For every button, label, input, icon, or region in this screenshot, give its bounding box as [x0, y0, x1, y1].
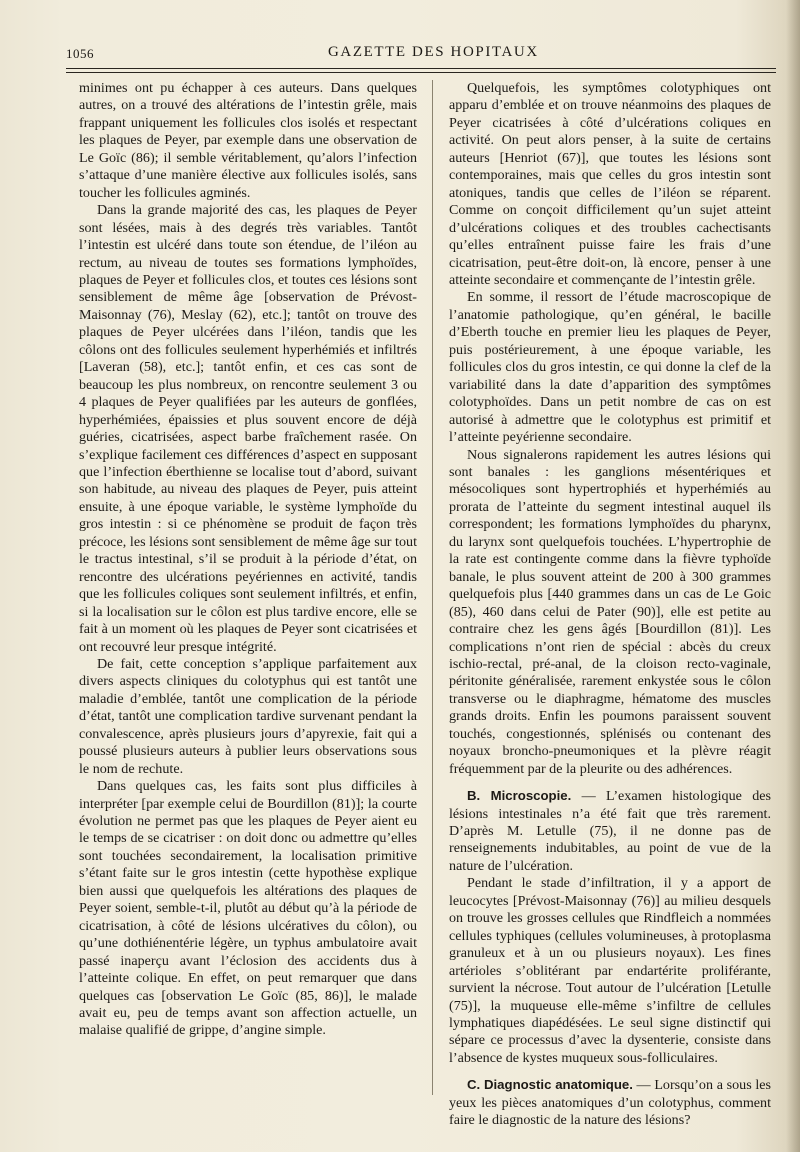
left-paragraph-1: minimes ont pu échapper à ces auteurs. Dans quelques autres, on a trouvé des altérations de l’intestin grêle, mais frappant uniquement les follicules clos isolés et respectant les plaques de Peyer, par exemple dans une observation de Le Goïc (86); il semble véritablement, qu’alors l’infection s’attaque d’une manière élective aux follicules isolés, sans toucher les follicules agminés. — [79, 80, 417, 201]
header-rule-thin — [66, 72, 776, 73]
header-rule-thick — [66, 68, 776, 69]
right-column — [449, 80, 771, 1130]
section-b-text: — L’examen histologique des lésions intestinales n’a été fait que très rarement. D’après M. Letulle (75), il ne donne pas de renseignements indubitables, au point de vue de la nature de l’ulcération. — [449, 788, 771, 874]
section-b-heading: B. Microscopie. — [467, 788, 572, 804]
section-c-heading: C. Diagnostic anatomique. — [467, 1077, 633, 1093]
left-column — [79, 80, 417, 1040]
column-divider — [432, 80, 433, 1095]
page-edge-shadow — [786, 0, 800, 1152]
page-header — [66, 44, 772, 66]
left-paragraph-4: Dans quelques cas, les faits sont plus difficiles à interpréter [par exemple celui de Bourdillon (81)]; la courte évolution ne permet pas que les plaques de Peyer aient eu le temps de se cicatriser : on doit donc ou admettre qu’elles sont touchées secondairement, la localisation primitive s’étant faite sur le gros intestin (cette hypothèse explique bien aussi que quelquefois les altérations des plaques de Peyer soient, semble-t-il, plutôt au début qu’à la période de cicatrisation, à côté de lésions ulcératives du côlon), ou qu’une dothiénentérie légère, un typhus ambulatoire avait passé inaperçu avant l’éclosion des accidents dus à l’atteinte colique. En effet, on peut remarquer que dans quelques cas [observation Le Goïc (85, 86)], le malade avait eu, peu de temps avant son affection actuelle, un malaise qualifié de grippe, d’angine simple. — [79, 778, 417, 1039]
left-paragraph-2: Dans la grande majorité des cas, les plaques de Peyer sont lésées, mais à des degrés très variables. Tantôt l’intestin est ulcéré dans toute son étendue, de l’iléon au rectum, au niveau de toutes ses formations lymphoïdes, plaques de Peyer et follicules clos, et toutes ces lésions sont sensiblement de même âge [observation de Prévost-Maisonnay (76), Meslay (62), etc.]; tantôt on trouve des plaques de Peyer ulcérées dans l’iléon, tandis que les côlons ont des follicules seulement hyperhémiés et infiltrés [Laveran (58), etc.]; tantôt enfin, et ces cas sont de beaucoup les plus nombreux, on rencontre seulement 3 ou 4 plaques de Peyer qualifiées par les auteurs de gonflées, hyperhémiées, épaissies et plus souvent encore de déjà guéries, cicatrisées, aspect barbe fraîchement rasée. On s’explique facilement ces différences d’aspect en supposant que l’infection éberthienne se localise tout d’abord, suivant son habitude, au niveau des plaques de Peyer, puis atteint ensuite, à une époque variable, le système lymphoïde du gros intestin : si ce phénomène se produit de façon très précoce, les lésions sont sensiblement de même âge sur tout le tractus intestinal, s’il se produit à la période d’état, on rencontre des ulcérations peyériennes en activité, tandis que les follicules coliques sont seulement infiltrés, et enfin, si la localisation sur le côlon est plus tardive encore, elle se fait à un moment où les plaques de Peyer sont cicatrisées et ont recouvré leur presque intégrité. — [79, 202, 417, 655]
section-b-paragraph-2: Pendant le stade d’infiltration, il y a apport de leucocytes [Prévost-Maisonnay (76)] au milieu desquels on trouve les grosses cellules que Rindfleich a nommées cellules typhiques (cellules volumineuses, à protoplasma granuleux et à un ou plusieurs noyaux). Les fines artérioles s’oblitérant par endartérite proliférante, survient la nécrose. Tout autour de l’ulcération [Letulle (75)], la muqueuse elle-même s’infiltre de cellules lymphatiques diapédésées. Le seul signe distinctif qui sépare ce processus d’avec la dysenterie, consiste dans l’absence de kystes muqueux sous-folliculaires. — [449, 875, 771, 1066]
section-b-paragraph — [449, 787, 771, 875]
left-paragraph-3: De fait, cette conception s’applique parfaitement aux divers aspects cliniques du colotyphus qui est tantôt une maladie d’emblée, tantôt une complication de la période d’état, tantôt une complication tardive survenant pendant la convalescence, après plusieurs jours d’apyrexie, fait qui a poussé plusieurs auteurs à publier leurs observations sous le nom de rechute. — [79, 655, 417, 777]
journal-title: GAZETTE DES HOPITAUX — [328, 44, 539, 60]
right-paragraph-3: Nous signalerons rapidement les autres lésions qui sont banales : les ganglions mésentériques et mésocoliques sont hypertrophiés et hyperhémiés au prorata de l’atteinte du segment intestinal auquel ils correspondent; les formations lymphoïdes du pharynx, du larynx sont quelquefois touchées. L’hypertrophie de la rate est contingente comme dans la fièvre typhoïde banale, le plus souvent atteint de 200 à 300 grammes quelquefois plus [440 grammes dans un cas de Le Goic (85), 460 dans celui de Pater (90)], elle est petite au contraire chez les gens âgés [Bourdillon (81)]. Les complications n’ont rien de spécial : abcès du creux ischio-rectal, pré-anal, de la cloison recto-vaginale, péritonite généralisée, rarement enkystée sous le côlon transverse ou le diaphragme, hématome des muscles grands droits. Enfin les poumons paraissent souvent touchés, congestionnés, splénisés ou contenant des noyaux broncho-pneumoniques et la plèvre réagit fréquemment par de la pleurite ou des adhérences. — [449, 446, 771, 777]
right-paragraph-2: En somme, il ressort de l’étude macroscopique de l’anatomie pathologique, qu’en général, le bacille d’Eberth touche en premier lieu les plaques de Peyer, puis postérieurement, à une époque variable, les follicules clos du gros intestin, ce qui donne la clef de la variabilité dans la date d’apparition des symptômes colotyphoïdes. Dans un petit nombre de cas on est autorisé à admettre que le colotyphus est primitif et l’atteinte peyérienne secondaire. — [449, 289, 771, 446]
right-paragraph-1: Quelquefois, les symptômes colotyphiques ont apparu d’emblée et on trouve néanmoins des plaques de Peyer cicatrisées à côté d’ulcérations coliques en activité. On peut alors penser, à la suite de certains auteurs [Henriot (67)], que toutes les lésions sont contemporaines, mais que celles du gros intestin sont atoniques, tandis que celles de l’iléon se réparent. Comme on conçoit difficilement qu’un sujet atteint d’ulcérations coliques et des troubles cachectisants qu’elles entraînent puisse faire les frais d’une cicatrisation, peut-être doit-on, là encore, penser à une atteinte secondaire et commençante de l’intestin grêle. — [449, 80, 771, 288]
page-number: 1056 — [66, 46, 94, 61]
section-c-text: — Lorsqu’on a sous les yeux les pièces anatomiques d’un colotyphus, comment faire le diagnostic de la nature des lésions? — [449, 1077, 771, 1129]
section-c-paragraph — [449, 1076, 771, 1129]
